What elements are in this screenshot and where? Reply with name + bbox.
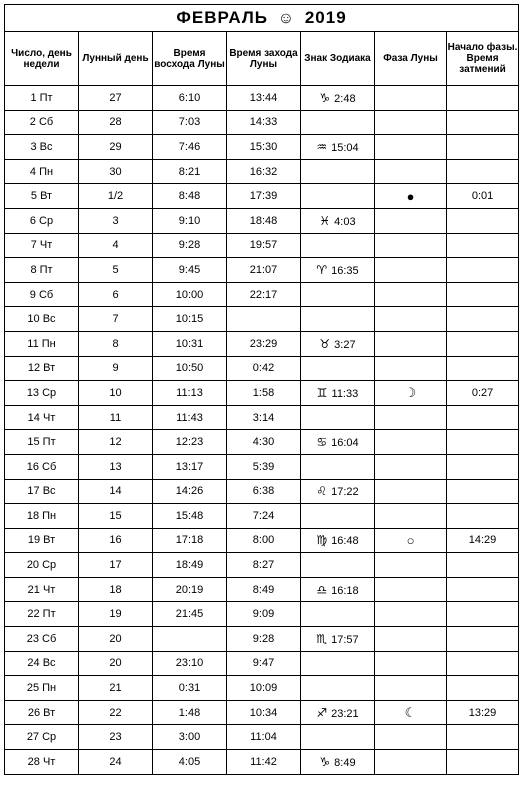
moonset-cell: 9:28	[227, 627, 301, 652]
moon-phase-icon	[375, 454, 447, 479]
lunar-day-cell: 3	[79, 208, 153, 233]
zodiac-sign-icon: ♒	[316, 139, 328, 154]
moonrise-cell: 20:19	[153, 577, 227, 602]
header-date: Число, день недели	[5, 32, 79, 86]
moon-phase-icon: ☽	[375, 381, 447, 406]
zodiac-sign-icon: ♈	[316, 262, 328, 277]
header-row	[5, 32, 519, 86]
phase-time-cell	[447, 356, 519, 381]
date-cell: 20 Ср	[5, 553, 79, 578]
zodiac-time: 8:49	[334, 756, 356, 769]
moonset-cell: 4:30	[227, 430, 301, 455]
month-label: ФЕВРАЛЬ	[176, 8, 269, 27]
lunar-day-cell: 12	[79, 430, 153, 455]
table-row	[5, 405, 519, 430]
moonrise-cell: 8:48	[153, 184, 227, 209]
moonrise-cell: 10:15	[153, 307, 227, 332]
zodiac-cell	[301, 258, 375, 283]
table-row	[5, 282, 519, 307]
table-row	[5, 651, 519, 676]
date-cell: 10 Вс	[5, 307, 79, 332]
lunar-day-cell: 22	[79, 700, 153, 725]
zodiac-cell	[301, 676, 375, 701]
date-cell: 6 Ср	[5, 208, 79, 233]
moonrise-cell: 7:03	[153, 110, 227, 135]
moon-phase-icon	[375, 651, 447, 676]
moonrise-cell: 10:31	[153, 331, 227, 356]
date-cell: 27 Ср	[5, 725, 79, 750]
moonrise-cell: 1:48	[153, 700, 227, 725]
date-cell: 16 Сб	[5, 454, 79, 479]
phase-time-cell	[447, 430, 519, 455]
phase-time-cell	[447, 602, 519, 627]
moonset-cell: 7:24	[227, 504, 301, 529]
year-label: 2019	[304, 8, 347, 27]
date-cell: 4 Пн	[5, 159, 79, 184]
moon-phase-icon	[375, 208, 447, 233]
moonset-cell: 23:29	[227, 331, 301, 356]
phase-time-cell	[447, 233, 519, 258]
lunar-day-cell: 4	[79, 233, 153, 258]
moonset-cell: 8:00	[227, 528, 301, 553]
moonset-cell: 22:17	[227, 282, 301, 307]
moon-phase-icon	[375, 627, 447, 652]
lunar-day-cell: 9	[79, 356, 153, 381]
zodiac-cell	[301, 700, 375, 725]
zodiac-cell	[301, 479, 375, 504]
header-zodiac: Знак Зодиака	[301, 32, 375, 86]
phase-time-cell	[447, 208, 519, 233]
date-cell: 2 Сб	[5, 110, 79, 135]
zodiac-cell	[301, 208, 375, 233]
phase-time-cell	[447, 159, 519, 184]
moonrise-cell: 12:23	[153, 430, 227, 455]
zodiac-time: 16:35	[331, 264, 359, 277]
lunar-day-cell: 7	[79, 307, 153, 332]
zodiac-cell	[301, 282, 375, 307]
phase-time-cell	[447, 86, 519, 111]
zodiac-cell	[301, 602, 375, 627]
moonrise-cell: 14:26	[153, 479, 227, 504]
zodiac-sign-icon: ♋	[316, 435, 328, 450]
moonset-cell: 19:57	[227, 233, 301, 258]
zodiac-cell	[301, 86, 375, 111]
moonrise-cell: 9:10	[153, 208, 227, 233]
zodiac-sign-icon: ♌	[316, 484, 328, 499]
date-cell: 17 Вс	[5, 479, 79, 504]
moonset-cell: 11:42	[227, 750, 301, 775]
moonset-cell: 0:42	[227, 356, 301, 381]
phase-time-cell	[447, 307, 519, 332]
moonrise-cell: 6:10	[153, 86, 227, 111]
table-row	[5, 725, 519, 750]
table-row	[5, 454, 519, 479]
moonset-cell: 3:14	[227, 405, 301, 430]
moon-phase-icon	[375, 504, 447, 529]
date-cell: 5 Вт	[5, 184, 79, 209]
phase-time-cell	[447, 725, 519, 750]
table-row	[5, 159, 519, 184]
phase-time-cell	[447, 454, 519, 479]
table-row	[5, 307, 519, 332]
table-row	[5, 233, 519, 258]
moonset-cell: 9:09	[227, 602, 301, 627]
moonrise-cell: 9:28	[153, 233, 227, 258]
lunar-day-cell: 28	[79, 110, 153, 135]
table-row	[5, 258, 519, 283]
moon-phase-icon	[375, 282, 447, 307]
date-cell: 28 Чт	[5, 750, 79, 775]
date-cell: 21 Чт	[5, 577, 79, 602]
zodiac-cell	[301, 750, 375, 775]
date-cell: 13 Ср	[5, 381, 79, 406]
table-row	[5, 504, 519, 529]
phase-time-cell	[447, 504, 519, 529]
table-row	[5, 331, 519, 356]
lunar-day-cell: 16	[79, 528, 153, 553]
moonrise-cell: 4:05	[153, 750, 227, 775]
moon-phase-icon	[375, 233, 447, 258]
zodiac-sign-icon: ♉	[319, 336, 331, 351]
table-row	[5, 676, 519, 701]
page-title	[5, 5, 519, 32]
phase-time-cell	[447, 110, 519, 135]
moonset-cell: 14:33	[227, 110, 301, 135]
phase-time-cell: 0:27	[447, 381, 519, 406]
zodiac-cell	[301, 331, 375, 356]
sun-face-icon: ☺	[277, 10, 296, 27]
lunar-day-cell: 10	[79, 381, 153, 406]
zodiac-time: 16:48	[331, 535, 359, 548]
lunar-day-cell: 20	[79, 627, 153, 652]
moonrise-cell: 9:45	[153, 258, 227, 283]
zodiac-sign-icon: ♐	[316, 705, 328, 720]
table-body	[5, 86, 519, 775]
zodiac-cell	[301, 454, 375, 479]
moonset-cell: 1:58	[227, 381, 301, 406]
lunar-day-cell: 21	[79, 676, 153, 701]
zodiac-cell	[301, 307, 375, 332]
moon-phase-icon	[375, 676, 447, 701]
phase-time-cell	[447, 331, 519, 356]
phase-time-cell	[447, 676, 519, 701]
moonrise-cell: 3:00	[153, 725, 227, 750]
zodiac-cell	[301, 356, 375, 381]
moonset-cell: 13:44	[227, 86, 301, 111]
zodiac-cell	[301, 725, 375, 750]
moon-phase-icon	[375, 307, 447, 332]
table-row	[5, 430, 519, 455]
zodiac-time: 15:04	[331, 141, 359, 154]
table-row	[5, 528, 519, 553]
moon-phase-icon: ○	[375, 528, 447, 553]
zodiac-sign-icon: ♎	[316, 582, 328, 597]
moonset-cell: 17:39	[227, 184, 301, 209]
moonrise-cell: 8:21	[153, 159, 227, 184]
moonrise-cell: 15:48	[153, 504, 227, 529]
date-cell: 9 Сб	[5, 282, 79, 307]
moon-phase-icon	[375, 577, 447, 602]
lunar-day-cell: 27	[79, 86, 153, 111]
moonset-cell	[227, 307, 301, 332]
table-row	[5, 208, 519, 233]
zodiac-sign-icon: ♑	[319, 754, 331, 769]
moon-phase-icon	[375, 553, 447, 578]
table-row	[5, 356, 519, 381]
moonset-cell: 16:32	[227, 159, 301, 184]
date-cell: 3 Вс	[5, 135, 79, 160]
phase-time-cell	[447, 258, 519, 283]
date-cell: 1 Пт	[5, 86, 79, 111]
moonrise-cell: 17:18	[153, 528, 227, 553]
table-row	[5, 602, 519, 627]
moonset-cell: 8:27	[227, 553, 301, 578]
header-moonset: Время захода Луны	[227, 32, 301, 86]
date-cell: 15 Пт	[5, 430, 79, 455]
moonrise-cell: 11:13	[153, 381, 227, 406]
moon-phase-icon	[375, 602, 447, 627]
zodiac-sign-icon: ♏	[316, 631, 328, 646]
moonset-cell: 6:38	[227, 479, 301, 504]
moonset-cell: 11:04	[227, 725, 301, 750]
moonset-cell: 18:48	[227, 208, 301, 233]
title-row	[5, 5, 519, 32]
zodiac-time: 3:27	[334, 338, 356, 351]
moonrise-cell: 21:45	[153, 602, 227, 627]
date-cell: 19 Вт	[5, 528, 79, 553]
zodiac-cell	[301, 528, 375, 553]
moon-phase-icon	[375, 135, 447, 160]
lunar-day-cell: 8	[79, 331, 153, 356]
zodiac-time: 17:22	[331, 486, 359, 499]
lunar-day-cell: 23	[79, 725, 153, 750]
zodiac-time: 4:03	[334, 215, 356, 228]
date-cell: 12 Вт	[5, 356, 79, 381]
phase-time-cell: 0:01	[447, 184, 519, 209]
lunar-day-cell: 30	[79, 159, 153, 184]
lunar-day-cell: 29	[79, 135, 153, 160]
zodiac-time: 17:57	[331, 633, 359, 646]
phase-time-cell	[447, 627, 519, 652]
moonrise-cell: 10:50	[153, 356, 227, 381]
table-row	[5, 86, 519, 111]
date-cell: 23 Сб	[5, 627, 79, 652]
zodiac-time: 2:48	[334, 92, 356, 105]
zodiac-cell	[301, 553, 375, 578]
moonset-cell: 9:47	[227, 651, 301, 676]
lunar-day-cell: 18	[79, 577, 153, 602]
lunar-day-cell: 15	[79, 504, 153, 529]
zodiac-sign-icon: ♓	[319, 213, 331, 228]
date-cell: 25 Пн	[5, 676, 79, 701]
lunar-day-cell: 24	[79, 750, 153, 775]
date-cell: 11 Пн	[5, 331, 79, 356]
moonrise-cell: 11:43	[153, 405, 227, 430]
moonset-cell: 10:09	[227, 676, 301, 701]
table-row	[5, 135, 519, 160]
moon-phase-icon	[375, 331, 447, 356]
table-row	[5, 479, 519, 504]
date-cell: 14 Чт	[5, 405, 79, 430]
date-cell: 7 Чт	[5, 233, 79, 258]
table-row	[5, 700, 519, 725]
zodiac-cell	[301, 627, 375, 652]
zodiac-cell	[301, 233, 375, 258]
table-row	[5, 577, 519, 602]
zodiac-time: 23:21	[331, 707, 359, 720]
phase-time-cell	[447, 651, 519, 676]
moonrise-cell	[153, 627, 227, 652]
moonrise-cell: 7:46	[153, 135, 227, 160]
moon-phase-icon	[375, 86, 447, 111]
phase-time-cell	[447, 479, 519, 504]
zodiac-cell	[301, 381, 375, 406]
moonset-cell: 5:39	[227, 454, 301, 479]
date-cell: 26 Вт	[5, 700, 79, 725]
zodiac-cell	[301, 135, 375, 160]
moonrise-cell: 23:10	[153, 651, 227, 676]
table-row	[5, 553, 519, 578]
moon-phase-icon	[375, 725, 447, 750]
zodiac-cell	[301, 184, 375, 209]
phase-time-cell: 13:29	[447, 700, 519, 725]
table-row	[5, 381, 519, 406]
date-cell: 18 Пн	[5, 504, 79, 529]
phase-time-cell	[447, 282, 519, 307]
zodiac-cell	[301, 110, 375, 135]
lunar-day-cell: 13	[79, 454, 153, 479]
zodiac-cell	[301, 430, 375, 455]
lunar-day-cell: 20	[79, 651, 153, 676]
moonset-cell: 8:49	[227, 577, 301, 602]
lunar-day-cell: 19	[79, 602, 153, 627]
moon-phase-icon: ☾	[375, 700, 447, 725]
zodiac-cell	[301, 577, 375, 602]
moon-phase-icon: ●	[375, 184, 447, 209]
phase-time-cell	[447, 405, 519, 430]
moonrise-cell: 13:17	[153, 454, 227, 479]
lunar-calendar-table	[4, 4, 519, 775]
header-phase-start: Начало фазы. Время затмений	[447, 32, 519, 86]
table-row	[5, 750, 519, 775]
zodiac-cell	[301, 504, 375, 529]
moon-phase-icon	[375, 258, 447, 283]
header-lunar-day: Лунный день	[79, 32, 153, 86]
moonset-cell: 15:30	[227, 135, 301, 160]
zodiac-cell	[301, 651, 375, 676]
date-cell: 24 Вс	[5, 651, 79, 676]
phase-time-cell	[447, 553, 519, 578]
moonrise-cell: 0:31	[153, 676, 227, 701]
zodiac-time: 11:33	[331, 387, 359, 400]
date-cell: 22 Пт	[5, 602, 79, 627]
lunar-day-cell: 14	[79, 479, 153, 504]
zodiac-time: 16:18	[331, 584, 359, 597]
moonset-cell: 21:07	[227, 258, 301, 283]
phase-time-cell	[447, 750, 519, 775]
lunar-day-cell: 17	[79, 553, 153, 578]
header-moonrise: Время восхода Луны	[153, 32, 227, 86]
lunar-day-cell: 5	[79, 258, 153, 283]
moon-phase-icon	[375, 750, 447, 775]
lunar-day-cell: 1/2	[79, 184, 153, 209]
zodiac-sign-icon: ♑	[319, 90, 331, 105]
lunar-day-cell: 11	[79, 405, 153, 430]
table-row	[5, 184, 519, 209]
zodiac-cell	[301, 405, 375, 430]
table-row	[5, 110, 519, 135]
phase-time-cell	[447, 577, 519, 602]
zodiac-sign-icon: ♊	[316, 385, 328, 400]
moon-phase-icon	[375, 356, 447, 381]
moon-phase-icon	[375, 159, 447, 184]
moonset-cell: 10:34	[227, 700, 301, 725]
moon-phase-icon	[375, 110, 447, 135]
date-cell: 8 Пт	[5, 258, 79, 283]
moon-phase-icon	[375, 405, 447, 430]
moonrise-cell: 10:00	[153, 282, 227, 307]
lunar-day-cell: 6	[79, 282, 153, 307]
zodiac-sign-icon: ♍	[316, 533, 328, 548]
zodiac-cell	[301, 159, 375, 184]
phase-time-cell: 14:29	[447, 528, 519, 553]
phase-time-cell	[447, 135, 519, 160]
zodiac-time: 16:04	[331, 437, 359, 450]
moon-phase-icon	[375, 479, 447, 504]
lunar-calendar-sheet	[4, 4, 518, 775]
table-row	[5, 627, 519, 652]
header-phase: Фаза Луны	[375, 32, 447, 86]
moonrise-cell: 18:49	[153, 553, 227, 578]
moon-phase-icon	[375, 430, 447, 455]
